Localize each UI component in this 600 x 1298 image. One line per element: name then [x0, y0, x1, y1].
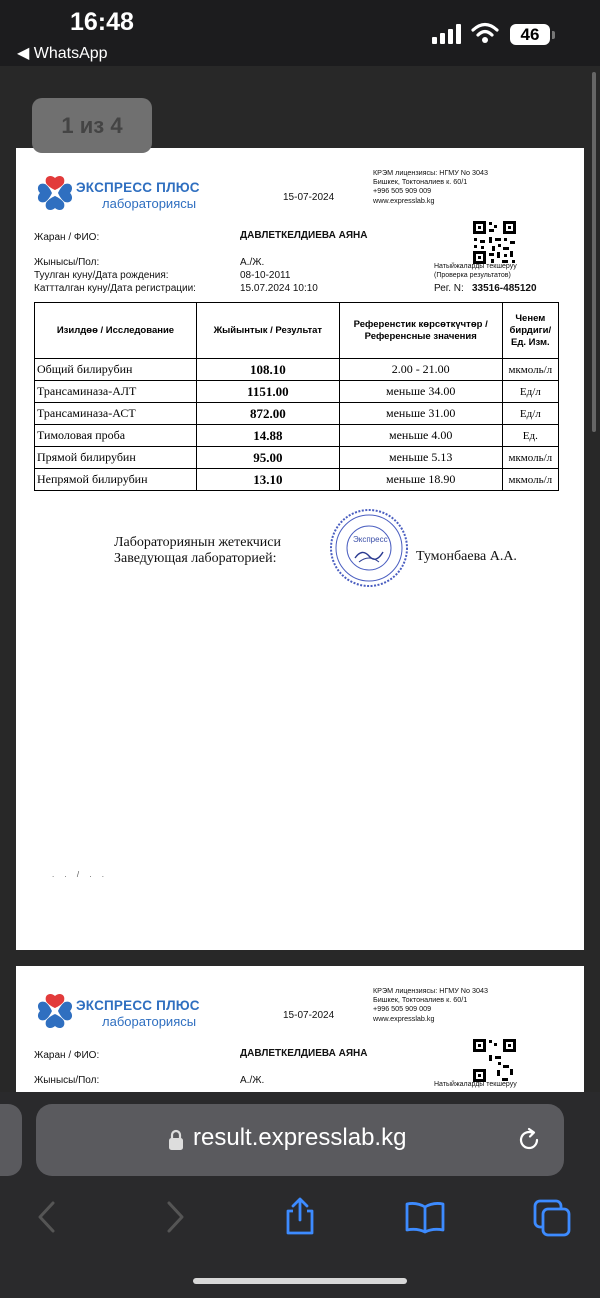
patient-label: Жаран / ФИО:: [34, 1050, 100, 1061]
document-viewer[interactable]: [0, 66, 600, 1092]
test-result: 1151.00: [196, 381, 339, 403]
header-test: Изилдөө / Исследование: [35, 303, 197, 359]
status-time: 16:48: [70, 8, 134, 36]
back-to-app-link[interactable]: ◀ WhatsApp: [17, 45, 108, 62]
table-row: [35, 447, 559, 469]
reg-number-label: Рег. N:: [434, 283, 464, 294]
address-bar[interactable]: [36, 1104, 564, 1176]
test-result: 108.10: [196, 359, 339, 381]
table-row: [35, 381, 559, 403]
license-line: КРЭМ лицензиясы: НГМУ No 3043: [373, 168, 488, 177]
header-result: Жыйынтык / Результат: [196, 303, 339, 359]
verify-results-label: [434, 1081, 517, 1090]
test-name: Общий билирубин: [35, 359, 197, 381]
results-table: [34, 302, 559, 491]
test-name: Непрямой билирубин: [35, 469, 197, 491]
license-info: [373, 986, 488, 1023]
stamp-text: Экспресс: [353, 535, 388, 544]
patient-label: Жаран / ФИО:: [34, 232, 100, 243]
sex-value: А./Ж.: [240, 257, 265, 268]
header-unit: Ченем бирдиги/ Ед. Изм.: [502, 303, 558, 359]
table-row: [35, 469, 559, 491]
phone-line: +996 505 909 009: [373, 186, 432, 196]
verify-line-kg: Натыйжаларды текшеруу: [434, 1081, 517, 1088]
scroll-indicator[interactable]: [592, 72, 596, 432]
signature-name: Тумонбаева А.А.: [416, 549, 517, 564]
battery-icon: 46: [510, 24, 550, 45]
address-line: Бишкек, Токтоналиев к. 60/1: [373, 177, 468, 187]
test-name: Трансаминаза-АСТ: [35, 403, 197, 425]
lab-logo-icon: [36, 992, 74, 1030]
verify-line-ru: (Проверка результатов): [434, 271, 511, 279]
test-unit: мкмоль/л: [502, 447, 558, 469]
share-icon[interactable]: [283, 1196, 317, 1236]
lab-logo-icon: [36, 174, 74, 212]
sex-label: Жынысы/Пол:: [34, 1075, 100, 1086]
browser-bottom-bar: [0, 1092, 600, 1298]
table-row: [35, 359, 559, 381]
license-line: КРЭМ лицензиясы: НГМУ No 3043: [373, 986, 488, 995]
bookmarks-icon[interactable]: [404, 1200, 446, 1234]
registration-label: Каттталган куну/Дата регистрации:: [34, 283, 196, 294]
website-line: www.expresslab.kg: [373, 195, 435, 205]
lab-stamp-icon: [329, 508, 409, 588]
test-name: Тимоловая проба: [35, 425, 197, 447]
birth-label: Туулган куну/Дата рождения:: [34, 270, 169, 281]
table-header-row: [35, 303, 559, 359]
scan-specks: . . / . .: [52, 870, 109, 879]
table-row: [35, 403, 559, 425]
table-row: [35, 425, 559, 447]
test-unit: Ед/л: [502, 403, 558, 425]
test-name: Трансаминаза-АЛТ: [35, 381, 197, 403]
lock-icon: [168, 1129, 184, 1151]
lab-name: ЭКСПРЕСС ПЛЮС: [76, 180, 200, 195]
previous-tab-preview[interactable]: [0, 1104, 22, 1176]
sex-value: А./Ж.: [240, 1075, 265, 1086]
sex-label: Жынысы/Пол:: [34, 257, 100, 268]
reload-icon[interactable]: [515, 1126, 543, 1154]
report-date: 15-07-2024: [283, 192, 335, 203]
back-arrow-icon[interactable]: [36, 1200, 58, 1234]
qr-code-icon[interactable]: [472, 1038, 517, 1083]
signature-title-kg: Лабораториянын жетекчиси: [114, 535, 281, 550]
lab-subname: лабораториясы: [102, 196, 197, 211]
license-info: [373, 168, 488, 205]
lab-subname: лабораториясы: [102, 1014, 197, 1029]
test-unit: Ед.: [502, 425, 558, 447]
patient-name: ДАВЛЕТКЕЛДИЕВА АЯНА: [240, 230, 368, 241]
verify-line-kg: Натыйжаларды текшеруу: [434, 263, 517, 270]
website-line: www.expresslab.kg: [373, 1013, 435, 1023]
test-result: 13.10: [196, 469, 339, 491]
signature-title: [114, 535, 281, 567]
lab-name: ЭКСПРЕСС ПЛЮС: [76, 998, 200, 1013]
url-text[interactable]: result.expresslab.kg: [193, 1124, 407, 1151]
report-date: 15-07-2024: [283, 1010, 335, 1021]
registration-value: 15.07.2024 10:10: [240, 283, 318, 294]
reg-number-value: 33516-485120: [472, 283, 537, 294]
qr-code-icon[interactable]: [472, 220, 517, 265]
test-name: Прямой билирубин: [35, 447, 197, 469]
phone-line: +996 505 909 009: [373, 1004, 432, 1014]
test-reference: меньше 5.13: [339, 447, 502, 469]
forward-arrow-icon[interactable]: [164, 1200, 186, 1234]
test-reference: меньше 34.00: [339, 381, 502, 403]
page-counter: 1 из 4: [32, 98, 152, 153]
document-page-1: [16, 148, 584, 950]
test-reference: меньше 18.90: [339, 469, 502, 491]
address-line: Бишкек, Токтоналиев к. 60/1: [373, 995, 468, 1005]
patient-name: ДАВЛЕТКЕЛДИЕВА АЯНА: [240, 1048, 368, 1059]
test-unit: мкмоль/л: [502, 359, 558, 381]
test-unit: мкмоль/л: [502, 469, 558, 491]
tabs-icon[interactable]: [532, 1198, 572, 1238]
test-result: 14.88: [196, 425, 339, 447]
wifi-icon: [471, 22, 499, 44]
test-reference: меньше 4.00: [339, 425, 502, 447]
signal-icon: [432, 24, 464, 44]
home-indicator[interactable]: [193, 1278, 407, 1284]
test-result: 872.00: [196, 403, 339, 425]
test-result: 95.00: [196, 447, 339, 469]
test-reference: 2.00 - 21.00: [339, 359, 502, 381]
signature-title-ru: Заведующая лабораторией:: [114, 551, 277, 566]
battery-tip: [552, 31, 555, 39]
verify-results-label: [434, 263, 517, 280]
test-unit: Ед/л: [502, 381, 558, 403]
birth-value: 08-10-2011: [240, 270, 291, 281]
test-reference: меньше 31.00: [339, 403, 502, 425]
document-page-2: [16, 966, 584, 1092]
header-reference: Референстик көрсөткүчтөр / Референсные значения: [339, 303, 502, 359]
status-bar: [0, 0, 600, 66]
